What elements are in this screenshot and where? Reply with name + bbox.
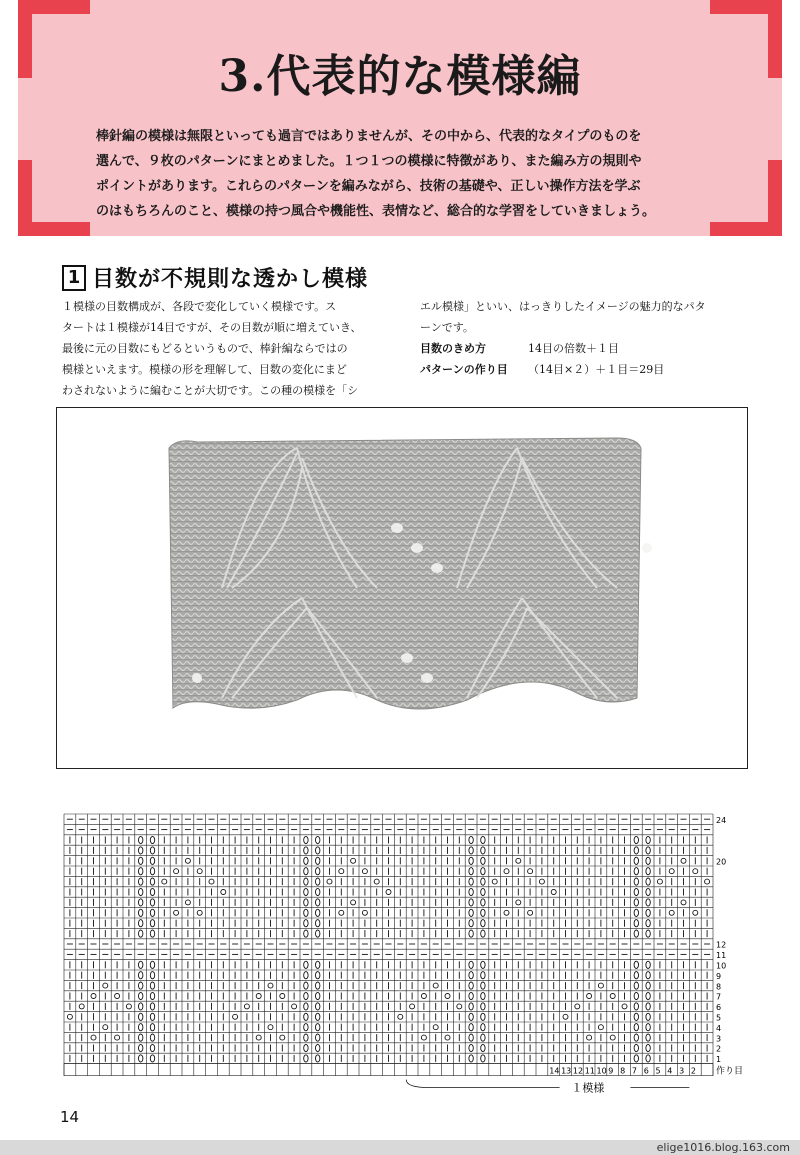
chart-stitch-number: 12 (572, 1066, 584, 1076)
chart-stitch-number: 14 (549, 1066, 560, 1076)
body-line: １模様の目数構成が、各段で変化していく模様です。ス (62, 300, 337, 313)
corner-mark-bottom-right-h (710, 222, 782, 236)
chart-row-number: 4 (716, 1023, 722, 1033)
spec-value: 14目の倍数＋１目 (528, 342, 619, 355)
intro-line: 選んで、９枚のパターンにまとめました。１つ１つの模様に特徴があり、また編み方の規則や (96, 154, 642, 169)
chart-stitch-number: 2 (690, 1066, 696, 1076)
spec-label: パターンの作り目 (420, 363, 508, 376)
chart-stitch-number: 7 (631, 1066, 637, 1076)
swatch-photo-frame (56, 407, 748, 769)
body-line: 最後に元の目数にもどるというもので、棒針編ならではの (62, 342, 348, 355)
chart-stitch-number: 4 (667, 1066, 673, 1076)
intro-line: 棒針編の模様は無限といっても過言ではありませんが、その中から、代表的なタイプのものを (96, 129, 642, 144)
spec-row-cast-on (420, 359, 760, 380)
chart-row-number: 24 (716, 815, 727, 825)
chart-stitch-number: 3 (679, 1066, 685, 1076)
body-left-column (62, 296, 402, 401)
section-title: 目数が不規則な透かし模様 (92, 267, 369, 292)
spec-row-gauge (420, 338, 760, 359)
intro-line: ポイントがあります。これらのパターンを編みながら、技術の基礎や、正しい操作方法を学ぶ (96, 179, 641, 194)
chart-row-number: 1 (716, 1055, 722, 1065)
chart-row-number: 5 (716, 1013, 722, 1023)
page-number: 14 (60, 1108, 80, 1126)
chart-stitch-number: 8 (620, 1066, 626, 1076)
page-title: 3.代表的な模様編 (218, 51, 582, 102)
chart-grid (56, 808, 756, 1108)
body-line: タートは１模様が14目ですが、その目数が順に増えていき、 (62, 321, 362, 334)
corner-mark-top-left-h (18, 0, 90, 14)
chart-row-number: 9 (716, 971, 722, 981)
chart-row-number: 12 (716, 940, 727, 950)
spec-label: 目数のきめ方 (420, 342, 486, 355)
repeat-bracket-left (406, 1080, 559, 1088)
chart-row-number: 6 (716, 1003, 722, 1013)
intro-line: のはもちろんのこと、模様の持つ風合や機能性、表情など、総合的な学習をしていきましょう。 (96, 204, 656, 219)
section-heading (62, 262, 368, 293)
cast-on-strip (64, 1064, 713, 1076)
chart-stitch-number: 6 (643, 1066, 649, 1076)
intro-paragraph (96, 124, 736, 224)
chart-row-number: 7 (716, 992, 722, 1002)
chart-row-number: 8 (716, 982, 722, 992)
chart-row-number: 10 (716, 961, 727, 971)
knit-swatch-image (57, 408, 747, 768)
chart-row-number: 20 (716, 857, 727, 867)
knitting-chart (56, 808, 756, 1108)
chart-stitch-number: 13 (561, 1066, 572, 1076)
spec-value: （14目×２）＋１目＝29目 (528, 363, 665, 376)
chart-row-number: 11 (716, 951, 727, 961)
corner-mark-bottom-left-h (18, 222, 90, 236)
chart-stitch-number: 9 (608, 1066, 614, 1076)
body-line: 模様といえます。模様の形を理解して、目数の変化にまど (62, 363, 347, 376)
body-line: わされないように編むことが大切です。この種の模様を「シ (62, 384, 359, 397)
cast-on-label: 作り目 (716, 1066, 744, 1077)
body-right-column (420, 296, 760, 380)
chart-row-number: 2 (716, 1044, 722, 1054)
body-line: ーンです。 (420, 321, 474, 334)
chart-stitch-number: 5 (655, 1066, 661, 1076)
chart-row-number: 3 (716, 1034, 722, 1044)
corner-mark-top-right-h (710, 0, 782, 14)
body-line: エル模様」といい、はっきりしたイメージの魅力的なパタ (420, 300, 706, 313)
section-number: 1 (62, 265, 86, 291)
chart-stitch-number: 10 (596, 1066, 607, 1076)
watermark: elige1016.blog.163.com (656, 1141, 790, 1154)
repeat-label: １模様 (571, 1081, 605, 1095)
chart-stitch-number: 11 (584, 1066, 595, 1076)
